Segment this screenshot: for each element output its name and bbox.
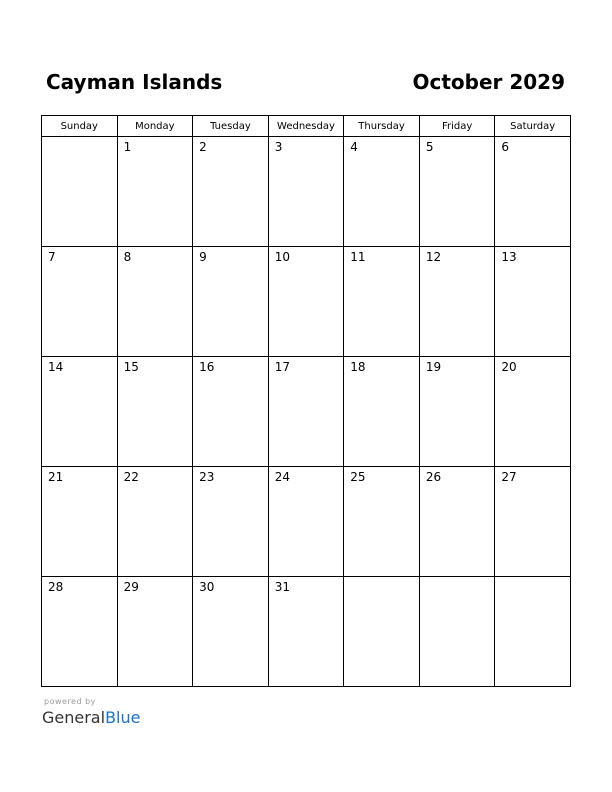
day-cell [193,137,269,247]
weekday-monday: Monday [117,116,193,137]
month-year-title: October 2029 [412,70,565,94]
day-number: 5 [425,140,434,154]
day-number: 10 [274,250,290,264]
region-title: Cayman Islands [46,70,223,94]
day-cell [344,247,420,357]
weekday-tuesday: Tuesday [193,116,269,137]
day-number: 23 [199,470,215,484]
day-cell [268,577,344,687]
day-number: 16 [199,360,215,374]
day-number: 9 [199,250,207,264]
day-cell [42,577,118,687]
weekday-sunday: Sunday [42,116,118,137]
day-number: 15 [123,360,139,374]
calendar-grid [41,115,571,687]
day-cell [42,247,118,357]
day-cell [117,467,193,577]
day-cell [495,137,571,247]
day-cell [344,357,420,467]
weekday-friday: Friday [419,116,495,137]
day-number: 1 [123,140,132,154]
day-number: 8 [123,250,132,264]
day-cell [117,577,193,687]
weekday-saturday: Saturday [495,116,571,137]
day-number: 14 [48,360,64,374]
day-number [495,577,570,580]
day-cell [419,357,495,467]
day-number: 21 [48,470,64,484]
day-number: 29 [123,580,139,594]
day-cell [117,247,193,357]
day-number: 31 [274,580,290,594]
day-number: 27 [501,470,517,484]
generalblue-logo[interactable] [42,708,140,727]
day-cell [268,467,344,577]
weekday-wednesday: Wednesday [268,116,344,137]
day-number: 3 [274,140,283,154]
day-number: 12 [425,250,442,264]
day-number: 25 [350,470,366,484]
day-number: 19 [425,360,442,374]
day-cell [419,577,495,687]
day-cell [495,467,571,577]
day-cell [117,137,193,247]
day-cell [42,467,118,577]
day-number: 13 [501,250,517,264]
day-cell [419,137,495,247]
day-cell [193,357,269,467]
weekday-thursday: Thursday [344,116,420,137]
day-number: 20 [501,360,517,374]
day-number [420,577,495,580]
day-cell [117,357,193,467]
day-number: 26 [425,470,442,484]
day-number: 6 [501,140,510,154]
week-row [42,137,571,247]
powered-by-text: powered by [44,697,96,706]
day-cell [42,357,118,467]
day-number [42,137,117,140]
day-cell [344,137,420,247]
day-number: 24 [274,470,290,484]
day-number: 11 [350,250,366,264]
day-cell [419,247,495,357]
day-cell [268,247,344,357]
day-cell [268,357,344,467]
day-cell [419,467,495,577]
week-row [42,357,571,467]
day-number: 4 [350,140,358,154]
day-cell [268,137,344,247]
day-cell [495,247,571,357]
day-cell [495,357,571,467]
weekday-header-row [42,116,571,137]
day-cell [193,247,269,357]
week-row [42,577,571,687]
day-number: 30 [199,580,215,594]
brand-blue: Blue [105,708,141,727]
day-number: 17 [274,360,290,374]
day-cell [193,467,269,577]
day-number: 28 [48,580,64,594]
day-cell [42,137,118,247]
day-number [344,577,419,580]
day-cell [344,467,420,577]
day-cell [495,577,571,687]
day-number: 2 [199,140,207,154]
day-cell [193,577,269,687]
day-number: 7 [48,250,56,264]
day-cell [344,577,420,687]
week-row [42,247,571,357]
day-number: 18 [350,360,366,374]
week-row [42,467,571,577]
brand-general: General [42,708,106,727]
day-number: 22 [123,470,139,484]
